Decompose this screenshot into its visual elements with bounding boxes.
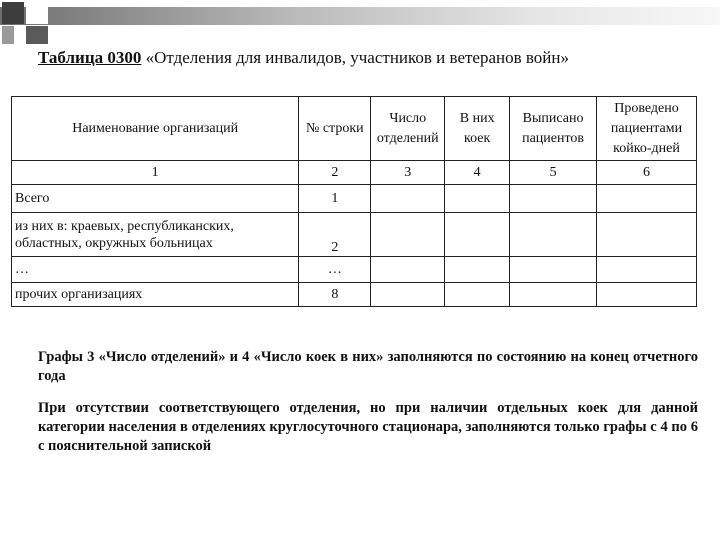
value-cell: [445, 283, 510, 307]
row-number: 8: [299, 283, 371, 307]
header-row: [12, 97, 697, 161]
table-row: [12, 257, 697, 283]
slide-decoration: [0, 0, 720, 46]
row-number: 2: [299, 213, 371, 257]
data-table: [11, 96, 697, 307]
value-cell: [510, 185, 597, 213]
col-number: 4: [445, 161, 510, 185]
deco-square: [2, 26, 14, 44]
value-cell: [445, 213, 510, 257]
row-name: прочих организациях: [12, 283, 299, 307]
column-number-row: [12, 161, 697, 185]
deco-square: [2, 2, 24, 24]
col-header-row-number: № строки: [299, 97, 371, 161]
row-name: Всего: [12, 185, 299, 213]
value-cell: [597, 185, 697, 213]
row-name: из них в: краевых, республиканских, областных, окружных больницах: [12, 213, 299, 257]
value-cell: [510, 283, 597, 307]
page-title: [38, 48, 698, 68]
col-number: 5: [510, 161, 597, 185]
col-number: 3: [371, 161, 445, 185]
value-cell: [597, 283, 697, 307]
header-gradient-bar: [0, 7, 720, 25]
col-number: 6: [597, 161, 697, 185]
deco-square: [26, 2, 48, 24]
note-paragraph: Графы 3 «Число отделений» и 4 «Число коек в них» заполняются по состоянию на конец отчетного года: [38, 349, 698, 384]
value-cell: [510, 257, 597, 283]
col-header-discharged: Выписано пациентов: [510, 97, 597, 161]
table-row: [12, 213, 697, 257]
col-header-departments: Число отделений: [371, 97, 445, 161]
col-number: 2: [299, 161, 371, 185]
value-cell: [445, 257, 510, 283]
col-number: 1: [12, 161, 299, 185]
value-cell: [371, 213, 445, 257]
col-header-beds: В них коек: [445, 97, 510, 161]
value-cell: [597, 257, 697, 283]
value-cell: [371, 283, 445, 307]
value-cell: [371, 185, 445, 213]
col-header-bed-days: Проведено пациентами койко-дней: [597, 97, 697, 161]
col-header-name: Наименование организаций: [12, 97, 299, 161]
table-row: [12, 185, 697, 213]
row-number: 1: [299, 185, 371, 213]
title-caption: «Отделения для инвалидов, участников и ветеранов войн»: [141, 48, 570, 67]
table-row: [12, 283, 697, 307]
row-number: …: [299, 257, 371, 283]
deco-square: [26, 26, 48, 44]
row-name: …: [12, 257, 299, 283]
value-cell: [510, 213, 597, 257]
title-table-number: Таблица 0300: [38, 48, 142, 67]
value-cell: [445, 185, 510, 213]
value-cell: [371, 257, 445, 283]
value-cell: [597, 213, 697, 257]
note-paragraph: При отсутствии соответствующего отделения, но при наличии отдельных коек для данной категории населения в отделениях круглосуточного стационара, заполняются только графы с 4 по 6 с пояснительной запиской: [38, 400, 698, 454]
